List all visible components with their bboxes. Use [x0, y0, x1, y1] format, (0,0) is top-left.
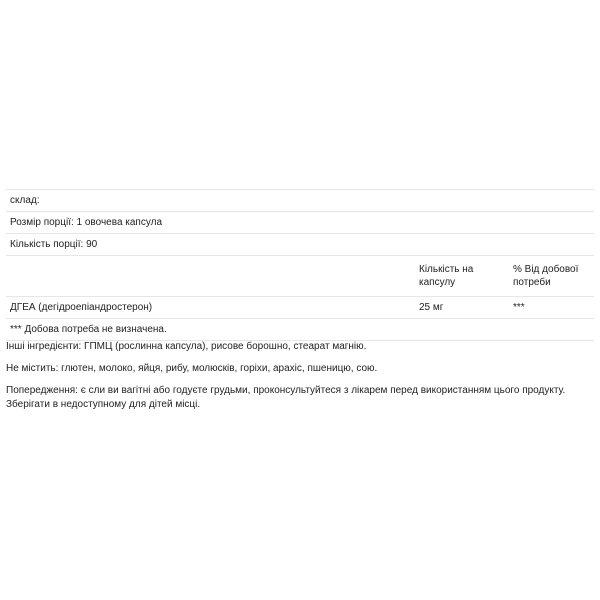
- servings-per-container: Кількість порції: 90: [6, 234, 594, 256]
- ingredient-amount: 25 мг: [415, 297, 509, 319]
- serving-size: Розмір порції: 1 овочева капсула: [6, 212, 594, 234]
- warning-text: Попередження: є сли ви вагітні або годуєте грудьми, проконсультуйтеся з лікарем перед використанням цього продукту.: [6, 385, 566, 396]
- supplement-facts-table: [6, 189, 594, 341]
- other-ingredients: Інші інгредієнти: ГПМЦ (рослинна капсула), рисове борошно, стеарат магнію.: [6, 341, 367, 352]
- servings-per-container-row: [6, 234, 594, 256]
- serving-size-row: [6, 212, 594, 234]
- footnote: *** Добова потреба не визначена.: [6, 319, 594, 341]
- allergen-free-statement: Не містить: глютен, молоко, яйця, рибу, молюсків, горіхи, арахіс, пшеницю, сою.: [6, 363, 378, 374]
- composition-label: склад:: [6, 190, 594, 212]
- table-header-row: [6, 256, 594, 297]
- composition-row: [6, 190, 594, 212]
- header-amount: Кількість на капсулу: [415, 256, 509, 297]
- header-blank: [6, 256, 415, 297]
- table-row: [6, 297, 594, 319]
- ingredient-daily-value: ***: [509, 297, 594, 319]
- storage-instructions: Зберігати в недоступному для дітей місці.: [6, 399, 201, 410]
- ingredient-name: ДГЕА (дегідроепіандростерон): [6, 297, 415, 319]
- footnote-row: [6, 319, 594, 341]
- header-daily-value: % Від добової потреби: [509, 256, 594, 297]
